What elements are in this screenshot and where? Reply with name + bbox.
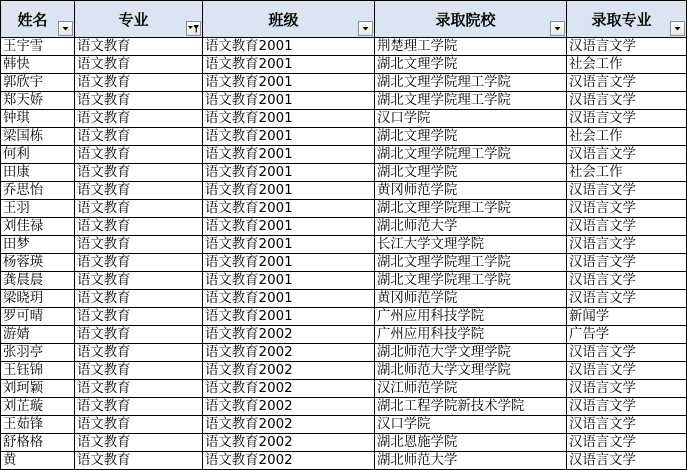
major-cell[interactable]: 语文教育 [75, 56, 203, 74]
school-cell[interactable]: 湖北恩施学院 [375, 434, 567, 452]
admitted-major-cell[interactable]: 汉语言文学 [567, 380, 687, 398]
column-header-major[interactable] [75, 1, 203, 38]
major-cell[interactable]: 语文教育 [75, 146, 203, 164]
column-header-admitted-school[interactable] [375, 1, 567, 38]
school-cell[interactable]: 湖北文理学院理工学院 [375, 92, 567, 110]
admitted-major-cell[interactable]: 汉语言文学 [567, 200, 687, 218]
major-cell[interactable]: 语文教育 [75, 416, 203, 434]
major-cell[interactable]: 语文教育 [75, 254, 203, 272]
major-cell[interactable]: 语文教育 [75, 110, 203, 128]
admitted-major-cell[interactable]: 汉语言文学 [567, 74, 687, 92]
admitted-major-cell[interactable]: 汉语言文学 [567, 452, 687, 470]
class-cell[interactable]: 语文教育2001 [203, 110, 375, 128]
school-cell[interactable]: 湖北文理学院理工学院 [375, 200, 567, 218]
class-cell[interactable]: 语文教育2001 [203, 74, 375, 92]
admitted-major-cell[interactable]: 汉语言文学 [567, 434, 687, 452]
filter-dropdown-icon[interactable] [358, 21, 373, 36]
school-cell[interactable]: 湖北师范大学文理学院 [375, 362, 567, 380]
major-cell[interactable]: 语文教育 [75, 380, 203, 398]
school-cell[interactable]: 汉江师范学院 [375, 380, 567, 398]
name-cell[interactable]: 刘珂颖 [1, 380, 75, 398]
major-cell[interactable]: 语文教育 [75, 74, 203, 92]
class-cell[interactable]: 语文教育2001 [203, 290, 375, 308]
column-header-label: 专业 [118, 10, 149, 29]
table-row [1, 236, 687, 254]
school-cell[interactable]: 湖北文理学院理工学院 [375, 146, 567, 164]
name-cell[interactable]: 郭欣宇 [1, 74, 75, 92]
table-body [1, 38, 687, 470]
table-row [1, 92, 687, 110]
name-cell[interactable]: 田康 [1, 164, 75, 182]
admitted-major-cell[interactable]: 汉语言文学 [567, 290, 687, 308]
table-row [1, 380, 687, 398]
name-cell[interactable]: 舒格格 [1, 434, 75, 452]
major-cell[interactable]: 语文教育 [75, 452, 203, 470]
table-row [1, 200, 687, 218]
class-cell[interactable]: 语文教育2001 [203, 200, 375, 218]
major-cell[interactable]: 语文教育 [75, 434, 203, 452]
name-cell[interactable]: 刘芷璇 [1, 398, 75, 416]
major-cell[interactable]: 语文教育 [75, 38, 203, 56]
column-header-label: 录取院校 [435, 10, 496, 29]
school-cell[interactable]: 湖北文理学院理工学院 [375, 74, 567, 92]
admitted-major-cell[interactable]: 汉语言文学 [567, 362, 687, 380]
class-cell[interactable]: 语文教育2002 [203, 452, 375, 470]
table-row [1, 434, 687, 452]
school-cell[interactable]: 黄冈师范学院 [375, 290, 567, 308]
name-cell[interactable]: 黄 [1, 452, 75, 470]
admitted-major-cell[interactable]: 社会工作 [567, 128, 687, 146]
table-row [1, 74, 687, 92]
major-cell[interactable]: 语文教育 [75, 182, 203, 200]
name-cell[interactable]: 王宇雪 [1, 38, 75, 56]
admitted-major-cell[interactable]: 汉语言文学 [567, 254, 687, 272]
class-cell[interactable]: 语文教育2002 [203, 362, 375, 380]
school-cell[interactable]: 湖北文理学院 [375, 128, 567, 146]
admitted-major-cell[interactable]: 新闻学 [567, 308, 687, 326]
school-cell[interactable]: 湖北工程学院新技术学院 [375, 398, 567, 416]
filter-dropdown-icon[interactable] [550, 21, 565, 36]
table-row [1, 398, 687, 416]
school-cell[interactable]: 湖北师范大学 [375, 218, 567, 236]
school-cell[interactable]: 广州应用科技学院 [375, 326, 567, 344]
table-row [1, 344, 687, 362]
admitted-major-cell[interactable]: 广告学 [567, 326, 687, 344]
class-cell[interactable]: 语文教育2001 [203, 56, 375, 74]
major-cell[interactable]: 语文教育 [75, 308, 203, 326]
name-cell[interactable]: 田梦 [1, 236, 75, 254]
school-cell[interactable]: 长江大学文理学院 [375, 236, 567, 254]
class-cell[interactable]: 语文教育2002 [203, 416, 375, 434]
table-row [1, 110, 687, 128]
admitted-major-cell[interactable]: 汉语言文学 [567, 398, 687, 416]
admitted-major-cell[interactable]: 汉语言文学 [567, 236, 687, 254]
name-cell[interactable]: 王羽 [1, 200, 75, 218]
class-cell[interactable]: 语文教育2002 [203, 344, 375, 362]
table-row [1, 164, 687, 182]
school-cell[interactable]: 湖北文理学院理工学院 [375, 272, 567, 290]
table-row [1, 452, 687, 470]
name-cell[interactable]: 王钰锦 [1, 362, 75, 380]
major-cell[interactable]: 语文教育 [75, 290, 203, 308]
major-cell[interactable]: 语文教育 [75, 128, 203, 146]
class-cell[interactable]: 语文教育2001 [203, 38, 375, 56]
table-row [1, 362, 687, 380]
name-cell[interactable]: 钟琪 [1, 110, 75, 128]
school-cell[interactable]: 荆楚理工学院 [375, 38, 567, 56]
table-row [1, 56, 687, 74]
school-cell[interactable]: 湖北文理学院理工学院 [375, 254, 567, 272]
class-cell[interactable]: 语文教育2001 [203, 92, 375, 110]
class-cell[interactable]: 语文教育2002 [203, 434, 375, 452]
admitted-major-cell[interactable]: 汉语言文学 [567, 344, 687, 362]
major-cell[interactable]: 语文教育 [75, 362, 203, 380]
admitted-major-cell[interactable]: 社会工作 [567, 56, 687, 74]
column-header-class[interactable] [203, 1, 375, 38]
table-row [1, 218, 687, 236]
class-cell[interactable]: 语文教育2001 [203, 218, 375, 236]
class-cell[interactable]: 语文教育2001 [203, 308, 375, 326]
name-cell[interactable]: 张羽亭 [1, 344, 75, 362]
class-cell[interactable]: 语文教育2001 [203, 182, 375, 200]
major-cell[interactable]: 语文教育 [75, 218, 203, 236]
filter-dropdown-icon[interactable] [58, 21, 73, 36]
major-cell[interactable]: 语文教育 [75, 326, 203, 344]
table-row [1, 128, 687, 146]
class-cell[interactable]: 语文教育2001 [203, 272, 375, 290]
admitted-major-cell[interactable]: 汉语言文学 [567, 110, 687, 128]
column-header-admitted-major[interactable] [567, 1, 687, 38]
name-cell[interactable]: 梁晓玥 [1, 290, 75, 308]
table-row [1, 308, 687, 326]
table-row [1, 272, 687, 290]
class-cell[interactable]: 语文教育2001 [203, 146, 375, 164]
major-cell[interactable]: 语文教育 [75, 398, 203, 416]
column-header-label: 班级 [268, 10, 299, 29]
name-cell[interactable]: 杨蓉瑛 [1, 254, 75, 272]
table-row [1, 326, 687, 344]
table-row [1, 146, 687, 164]
admitted-major-cell[interactable]: 汉语言文学 [567, 416, 687, 434]
name-cell[interactable]: 郑天娇 [1, 92, 75, 110]
name-cell[interactable]: 游婧 [1, 326, 75, 344]
major-cell[interactable]: 语文教育 [75, 344, 203, 362]
name-cell[interactable]: 龚晨晨 [1, 272, 75, 290]
class-cell[interactable]: 语文教育2002 [203, 398, 375, 416]
name-cell[interactable]: 韩快 [1, 56, 75, 74]
name-cell[interactable]: 梁国栋 [1, 128, 75, 146]
class-cell[interactable]: 语文教育2002 [203, 326, 375, 344]
filter-applied-icon[interactable] [186, 21, 201, 36]
table-row [1, 290, 687, 308]
major-cell[interactable]: 语文教育 [75, 200, 203, 218]
filter-dropdown-icon[interactable] [670, 21, 685, 36]
column-header-label: 姓名 [17, 10, 48, 29]
column-header-name[interactable] [1, 1, 75, 38]
school-cell[interactable]: 湖北文理学院 [375, 56, 567, 74]
table-row [1, 38, 687, 56]
school-cell[interactable]: 湖北师范大学 [375, 452, 567, 470]
school-cell[interactable]: 广州应用科技学院 [375, 308, 567, 326]
school-cell[interactable]: 汉口学院 [375, 416, 567, 434]
name-cell[interactable]: 王茹锋 [1, 416, 75, 434]
class-cell[interactable]: 语文教育2001 [203, 128, 375, 146]
admitted-major-cell[interactable]: 汉语言文学 [567, 38, 687, 56]
name-cell[interactable]: 何利 [1, 146, 75, 164]
table-row [1, 182, 687, 200]
class-cell[interactable]: 语文教育2001 [203, 254, 375, 272]
header-row [1, 1, 687, 38]
major-cell[interactable]: 语文教育 [75, 92, 203, 110]
school-cell[interactable]: 黄冈师范学院 [375, 182, 567, 200]
name-cell[interactable]: 罗可晴 [1, 308, 75, 326]
table-row [1, 416, 687, 434]
column-header-label: 录取专业 [591, 10, 652, 29]
admitted-major-cell[interactable]: 汉语言文学 [567, 272, 687, 290]
table-row [1, 254, 687, 272]
admitted-major-cell[interactable]: 汉语言文学 [567, 182, 687, 200]
major-cell[interactable]: 语文教育 [75, 272, 203, 290]
admitted-major-cell[interactable]: 汉语言文学 [567, 218, 687, 236]
name-cell[interactable]: 乔思怡 [1, 182, 75, 200]
admitted-major-cell[interactable]: 社会工作 [567, 164, 687, 182]
major-cell[interactable]: 语文教育 [75, 164, 203, 182]
school-cell[interactable]: 汉口学院 [375, 110, 567, 128]
major-cell[interactable]: 语文教育 [75, 236, 203, 254]
name-cell[interactable]: 刘佳禄 [1, 218, 75, 236]
class-cell[interactable]: 语文教育2001 [203, 236, 375, 254]
school-cell[interactable]: 湖北师范大学文理学院 [375, 344, 567, 362]
class-cell[interactable]: 语文教育2002 [203, 380, 375, 398]
admitted-major-cell[interactable]: 汉语言文学 [567, 92, 687, 110]
school-cell[interactable]: 湖北文理学院 [375, 164, 567, 182]
class-cell[interactable]: 语文教育2001 [203, 164, 375, 182]
admitted-major-cell[interactable]: 汉语言文学 [567, 146, 687, 164]
